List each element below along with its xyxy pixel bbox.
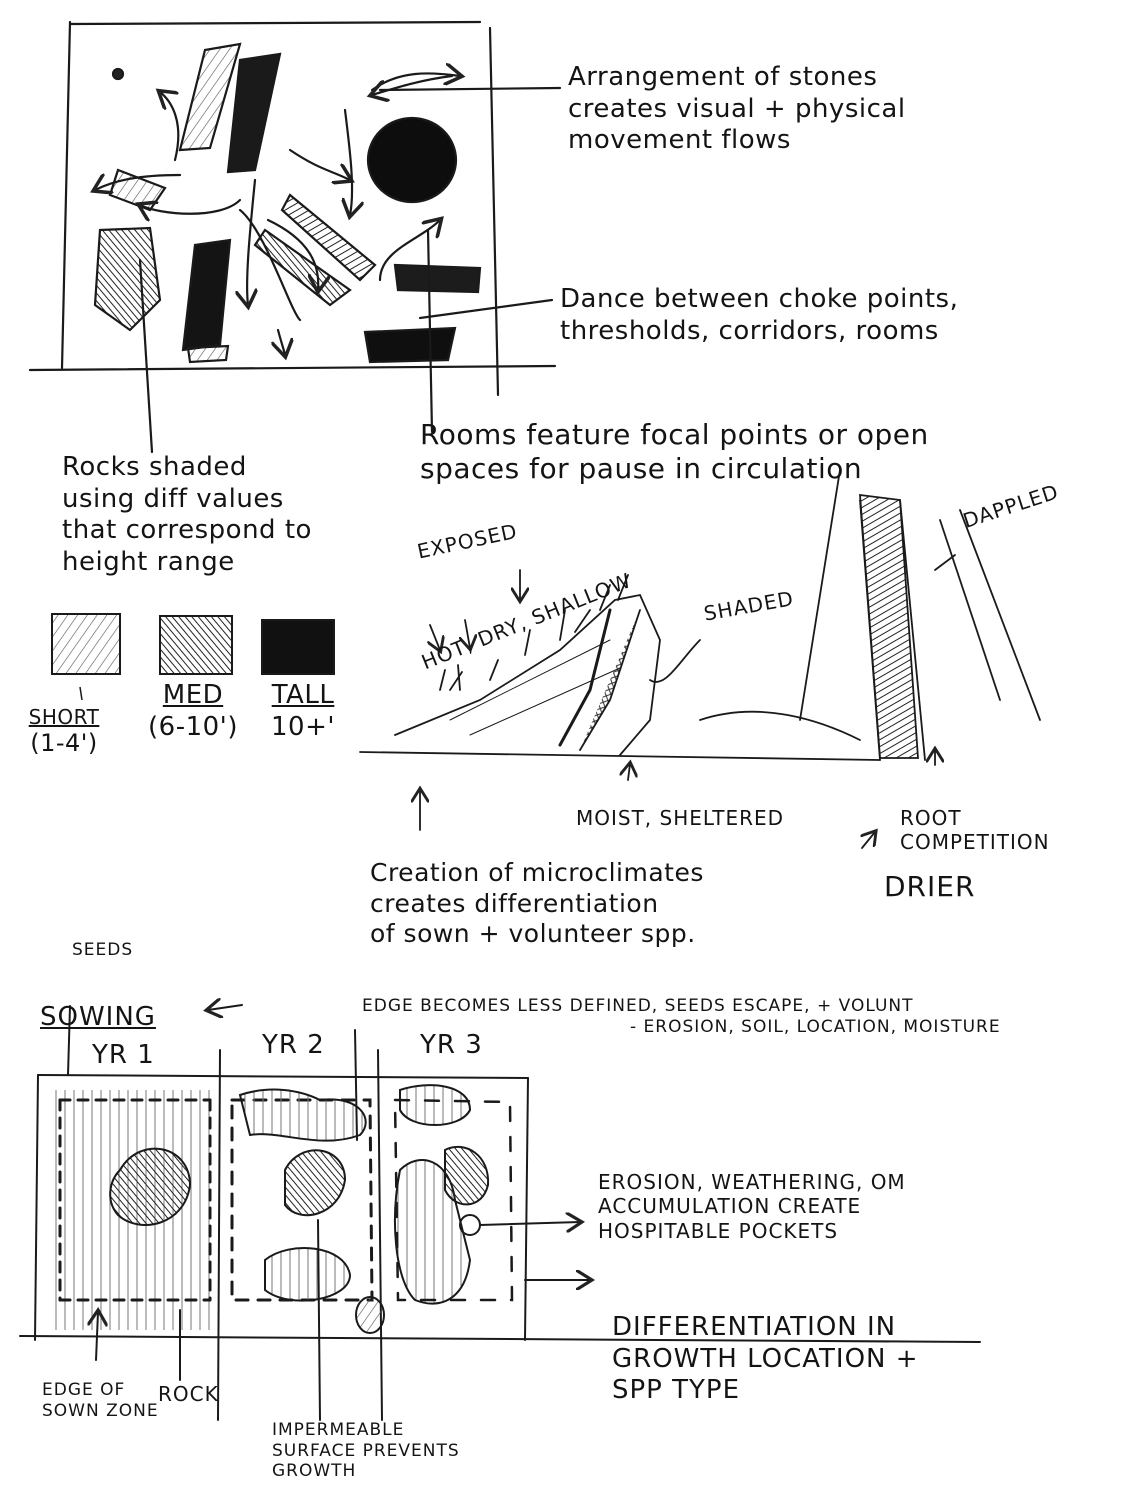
edge-of-sown-label — [42, 1380, 159, 1421]
seeds-label: SEEDS — [72, 940, 134, 960]
legend-range: 10+' — [270, 711, 336, 742]
note-line: movement flows — [568, 125, 791, 156]
note-line: Arrangement of stones — [568, 62, 878, 92]
note-line: EROSION, WEATHERING, OM — [598, 1170, 906, 1194]
impermeable-note — [272, 1420, 460, 1482]
sowing-label: SOWING — [40, 1002, 156, 1032]
microclimates-note — [370, 858, 704, 950]
note-line: HOSPITABLE POCKETS — [598, 1218, 839, 1243]
note-line: using diff values — [62, 483, 284, 514]
note-line: that correspond to — [62, 515, 312, 546]
yr2-label: YR 2 — [262, 1030, 325, 1060]
legend-label: MED — [162, 680, 224, 710]
note-line: - EROSION, SOIL, LOCATION, MOISTURE — [630, 1016, 1001, 1037]
note-line: Rooms feature focal points or open — [420, 418, 929, 451]
dappled-label: DAPPLED — [960, 479, 1062, 533]
differentiation-note — [612, 1312, 919, 1407]
legend-short — [14, 705, 114, 759]
shaded-label: SHADED — [702, 586, 796, 626]
rock-label: ROCK — [158, 1382, 219, 1406]
note-line: of sown + volunteer spp. — [370, 919, 696, 948]
note-line: EDGE BECOMES LESS DEFINED, SEEDS ESCAPE, + VOLUNT — [362, 996, 914, 1016]
note-line: thresholds, corridors, rooms — [560, 315, 939, 346]
yr1-label: YR 1 — [92, 1040, 155, 1070]
erosion-note — [598, 1170, 906, 1243]
note-line: Dance between choke points, — [560, 284, 959, 314]
exposed-label: EXPOSED — [415, 518, 520, 564]
note-line: ACCUMULATION CREATE — [598, 1194, 862, 1219]
legend-label: TALL — [271, 680, 335, 710]
note-line: GROWTH LOCATION + — [612, 1343, 919, 1374]
note-line: Creation of microclimates — [370, 858, 704, 887]
plan-sketch — [30, 22, 560, 452]
note-line: height range — [62, 547, 235, 578]
legend-range: (6-10') — [148, 711, 238, 742]
dance-note — [560, 284, 958, 347]
note-line: SOWN ZONE — [42, 1400, 159, 1421]
note-line: SPP TYPE — [612, 1375, 740, 1406]
legend-tall — [258, 680, 348, 743]
note-line: Rocks shaded — [62, 452, 247, 482]
legend-med — [138, 680, 248, 743]
rooms-note — [420, 418, 929, 486]
yr3-label: YR 3 — [420, 1030, 483, 1060]
note-line: SURFACE PREVENTS — [272, 1440, 460, 1461]
note-line: creates differentiation — [370, 888, 659, 918]
moist-label: MOIST, SHELTERED — [576, 806, 785, 830]
arrangement-note — [568, 62, 906, 157]
note-line: creates visual + physical — [568, 93, 906, 124]
drier-label: DRIER — [884, 870, 976, 903]
rocks-note — [62, 452, 312, 579]
edge-note — [362, 996, 1001, 1037]
legend-label: SHORT — [28, 705, 100, 729]
root-competition-label — [900, 806, 1050, 855]
note-line: spaces for pause in circulation — [420, 452, 863, 486]
note-line: DIFFERENTIATION IN — [612, 1312, 897, 1342]
legend-range: (1-4') — [30, 729, 98, 758]
hot-dry-label: HOT, DRY, SHALLOW — [418, 568, 635, 675]
note-line: GROWTH — [272, 1461, 357, 1482]
note-line: EDGE OF — [42, 1380, 126, 1400]
note-line: ROOT — [900, 806, 962, 830]
note-line: IMPERMEABLE — [272, 1420, 405, 1440]
note-line: COMPETITION — [900, 830, 1050, 855]
